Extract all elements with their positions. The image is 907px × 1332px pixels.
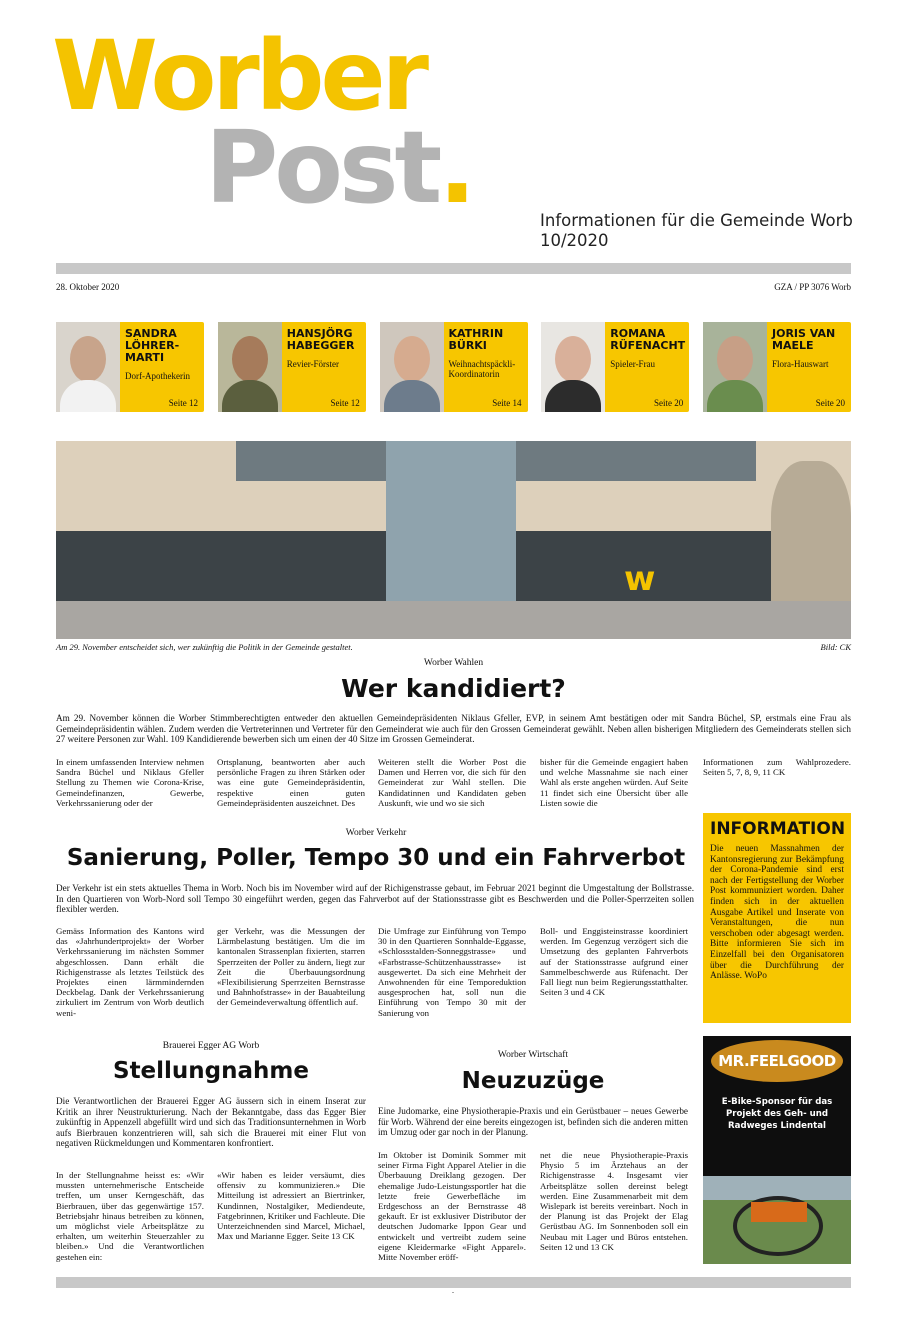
article3-col1: In der Stellungnahme heisst es: «Wir mussten unternehmerische Entscheide treffen, um unser Kerngeschäft, das Bierbrauen, über das gegenwärtige 157. Betriebsjahr hinaus betreiben zu können, um möglichst viele Arbeitsplätze zu erhalten, um weiterhin Steuerzahler zu bleiben.» Und die Verantwortlichen gestehen ein:	[56, 1170, 204, 1262]
article2-col4: Boll- und Enggisteinstrasse koordiniert werden. Im Gegenzug verzögert sich die Umsetzung des geplanten Fahrverbots auf der Stationsstrasse aufgrund einer Sammelbeschwerde aus Rüfenacht. Der Fall liegt nun beim Regierungsstatthalter. Seiten 3 und 4 CK	[540, 926, 688, 998]
article2-kicker: Worber Verkehr	[345, 828, 407, 838]
information-title: INFORMATION	[710, 819, 846, 839]
card-hansjoerg[interactable]	[218, 322, 366, 412]
card-role: Revier-Förster	[286, 359, 340, 369]
logo-post-text: Post	[205, 109, 439, 226]
portrait-photo	[541, 322, 605, 412]
card-info	[120, 322, 204, 412]
card-page: Seite 20	[815, 398, 845, 408]
article3-lead: Die Verantwortlichen der Brauerei Egger AG äussern sich in einem Inserat zur Kritik an ihrer Neustrukturierung. Nach der Bekanntgabe, dass das Egger Bier zukünftig in Appenzell abgefüllt wird und sich das Traditionsunternehmen in Worb aufs Bierbrauen konzentrieren will, sah sich die Brauerei mit einer Flut von negativen Rückmeldungen und Kommentaren konfrontiert.	[56, 1096, 366, 1149]
logo-dot: .	[438, 109, 473, 226]
article4-lead: Eine Judomarke, eine Physiotherapie-Praxis und ein Gerüstbauer – neues Gewerbe für Worb. Während der eine bereits eingezogen ist, befinden sich die anderen mitten im Umzug oder gar noch in der Planung.	[378, 1106, 688, 1138]
ad-brand-logo: MR.FEELGOOD	[711, 1040, 843, 1082]
postal-code: GZA / PP 3076 Worb	[774, 282, 851, 292]
card-sandra[interactable]	[56, 322, 204, 412]
store-logo: w	[624, 559, 656, 599]
photo-credit: Bild: CK	[820, 642, 851, 652]
logo-worber: Worber	[52, 20, 425, 132]
tagline-text: Informationen für die Gemeinde Worb	[540, 211, 853, 230]
article1-lead: Am 29. November können die Worber Stimmberechtigten entweder den aktuellen Gemeindepräsidenten Niklaus Gfeller, EVP, in seinem Amt bestätigen oder mit Sandra Büchel, SP, erstmals eine Frau als Gemeindepräsidentin wählen. Zudem werden die Vertreterinnen und Vertreter für den Gemeinderat wie auch für den Grossen Gemeinderat gewählt. Neben allen bisherigen Mitgliedern des Gemeinderats stellen sich 27 weitere Personen zur Wahl. 109 Kandidierende bewerben sich um einen der 40 Sitze im Grossen Gemeinderat.	[56, 713, 851, 745]
ad-text: E-Bike-Sponsor für das Projekt des Geh- und Radweges Lindental	[721, 1097, 833, 1131]
article1-headline: Wer kandidiert?	[341, 674, 566, 703]
article2-col1: Gemäss Information des Kantons wird das «Jahrhundertprojekt» der Worber Verkehrssanierung im nächsten Sommer abgeschlossen. Dann erhält die Richigenstrasse als letztes Teilstück des Projektes einen lärmmindernden Deckbelag. Dank der Verkehrssanierung zirkuliert im Zentrum von Worb deutlich weni-	[56, 926, 204, 1018]
article1-col4: bisher für die Gemeinde engagiert haben und welche Massnahme sie nach einer Wahl als erste angehen würden. Auf Seite 11 findet sich eine Übersicht über alle Listen sowie die	[540, 757, 688, 808]
card-info	[605, 322, 689, 412]
card-page: Seite 12	[330, 398, 360, 408]
card-page: Seite 12	[168, 398, 198, 408]
article2-headline: Sanierung, Poller, Tempo 30 und ein Fahrverbot	[66, 845, 686, 871]
card-name: JORIS VAN MAELE	[772, 327, 836, 352]
card-page: Seite 20	[654, 398, 684, 408]
article1-col3: Weiteren stellt die Worber Post die Damen und Herren vor, die sich für den Gemeinderat zur Wahl stellen. Die Kandidatinnen und Kandidaten geben Auskunft, wie und wo sie sich	[378, 757, 526, 808]
article4-col2: net die neue Physiotherapie-Praxis Physio 5 im Ärztehaus an der Richigenstrasse 4. Insgesamt vier Arbeitsplätze sollen dereinst belegt werden. Eine Zusammenarbeit mit dem Wislepark ist bereits vereinbart. Noch in der Planung ist das Projekt der Elag Gerüstbau AG. Im Sonnenboden soll ein Neubau mit Lager und Büros entstehen. Seiten 12 und 13 CK	[540, 1150, 688, 1252]
photo-caption	[56, 642, 851, 652]
card-page: Seite 14	[492, 398, 522, 408]
article1-col5: Informationen zum Wahlprozedere. Seiten 5, 7, 8, 9, 11 CK	[703, 757, 851, 778]
card-name: KATHRIN BÜRKI	[448, 327, 504, 352]
card-name: HANSJÖRG HABEGGER	[286, 327, 355, 352]
card-info	[767, 322, 851, 412]
meta-row	[56, 282, 851, 292]
article4-headline: Neuzuzüge	[461, 1068, 605, 1094]
card-name: SANDRA LÖHRER-MARTI	[125, 327, 180, 364]
card-role: Dorf-Apothekerin	[125, 371, 190, 381]
article1-col1: In einem umfassenden Interview nehmen Sandra Büchel und Niklaus Gfeller Stellung zu Themen wie Corona-Krise, Gemeindefinanzen, Gewerbe, Verkehrssanierung oder der	[56, 757, 204, 808]
article4-col1: Im Oktober ist Dominik Sommer mit seiner Firma Fight Apparel Atelier in die Überbauung Dreiklang gezogen. Der ehemalige Judo-Leistungssportler hat die letzte freie Gewerbefläche im Erdgeschoss an der Bernstrasse 48 gekauft. Er ist exklusiver Distributor der deutschen Judomarke Ippon Gear und entwickelt und vertreibt zudem seine eigene Kleidermarke «Fight Apparel». Mitte November eröff-	[378, 1150, 526, 1263]
card-romana[interactable]	[541, 322, 689, 412]
article2-col3: Die Umfrage zur Einführung von Tempo 30 in den Quartieren Sonnhalde-Eggasse, «Schlossstalden-Sonneggstrasse» und «Farbstrasse-Schützenhausstrasse» ist ausgewertet. Da sich eine Mehrheit der Anwohnenden für eine Temporeduktion ausgesprochen hat, soll nun die Einführung von Tempo 30 mit der Sanierung von	[378, 926, 526, 1018]
article3-col2: «Wir haben es leider versäumt, dies offensiv zu kommunizieren.» Die Mitteilung ist adressiert an Biertrinker, Kundinnen, Nostalgiker, Mediendeute, Fatgebrinnen, Kritiker und Fachleute. Die Unterzeichnenden sind Marcel, Michael, Max und Marianne Egger. Seite 13 CK	[217, 1170, 365, 1242]
article3-kicker: Brauerei Egger AG Worb	[162, 1041, 260, 1051]
hero-photo	[56, 441, 851, 639]
portrait-photo	[218, 322, 282, 412]
article2-lead: Der Verkehr ist ein stets aktuelles Thema in Worb. Noch bis im November wird auf der Richigenstrasse gebaut, im Februar 2021 beginnt die Umgestaltung der Bollstrasse. In den Quartieren von Worb-Nord soll Tempo 30 eingeführt werden, gegen das Fahrverbot auf der Stationsstrasse gibt es Beschwerden und die Poller-Sperrzeiten sollen flexibler werden.	[56, 883, 694, 915]
card-role: Weihnachtspäckli-Koordinatorin	[448, 359, 516, 379]
sign-plate	[751, 1202, 807, 1222]
card-kathrin[interactable]	[380, 322, 528, 412]
portrait-photo	[703, 322, 767, 412]
advertisement[interactable]	[703, 1036, 851, 1264]
card-role: Flora-Hauswart	[772, 359, 829, 369]
candidate-cards	[56, 322, 851, 412]
logo-post	[205, 109, 473, 226]
article3-headline: Stellungnahme	[113, 1058, 309, 1084]
article4-kicker: Worber Wirtschaft	[497, 1050, 569, 1060]
issue-date: 28. Oktober 2020	[56, 282, 120, 292]
issue-number: 10/2020	[540, 231, 609, 250]
caption-text: Am 29. November entscheidet sich, wer zukünftig die Politik in der Gemeinde gestaltet.	[56, 642, 353, 652]
portrait-photo	[56, 322, 120, 412]
article1-kicker: Worber Wahlen	[423, 658, 484, 668]
card-info	[444, 322, 528, 412]
card-role: Spieler-Frau	[610, 359, 656, 369]
portrait-photo	[380, 322, 444, 412]
top-rule	[56, 263, 851, 274]
bottom-dot: .	[452, 1286, 454, 1295]
article1-col2: Ortsplanung, beantworten aber auch persönliche Fragen zu ihren Stärken oder was eine gute Gemeindepräsidentin, respektive einen guten Gemeindepräsidenten auszeichnet. Des	[217, 757, 365, 808]
information-box	[703, 813, 851, 1023]
ad-photo	[703, 1176, 851, 1264]
information-text: Die neuen Massnahmen der Kantonsregierung zur Bekämpfung der Corona-Pandemie sind erst nach der Fertigstellung der Worber Post kommuniziert worden. Daher finden sich in der aktuellen Ausgabe Artikel und Inserate von Veranstaltungen, die nun verschoben oder abgesagt werden. Bitte informieren Sie sich im Einzelfall bei den Organisatoren über die Durchführung der Anlässe. WoPo	[710, 844, 844, 982]
article2-col2: ger Verkehr, was die Messungen der Lärmbelastung bestätigen. Um die im kantonalen Strassenplan fixierten, starren Sperrzeiten der Poller zu ändern, liegt zur Zeit die Überbauungsordnung «Flexibilisierung Sperrzeiten Bernstrasse und Bahnhofstrasse» in der Bauabteilung der Gemeindeverwaltung öffentlich auf.	[217, 926, 365, 1008]
card-name: ROMANA RÜFENACHT	[610, 327, 686, 352]
masthead-tagline	[540, 211, 853, 251]
card-joris[interactable]	[703, 322, 851, 412]
card-info	[282, 322, 366, 412]
